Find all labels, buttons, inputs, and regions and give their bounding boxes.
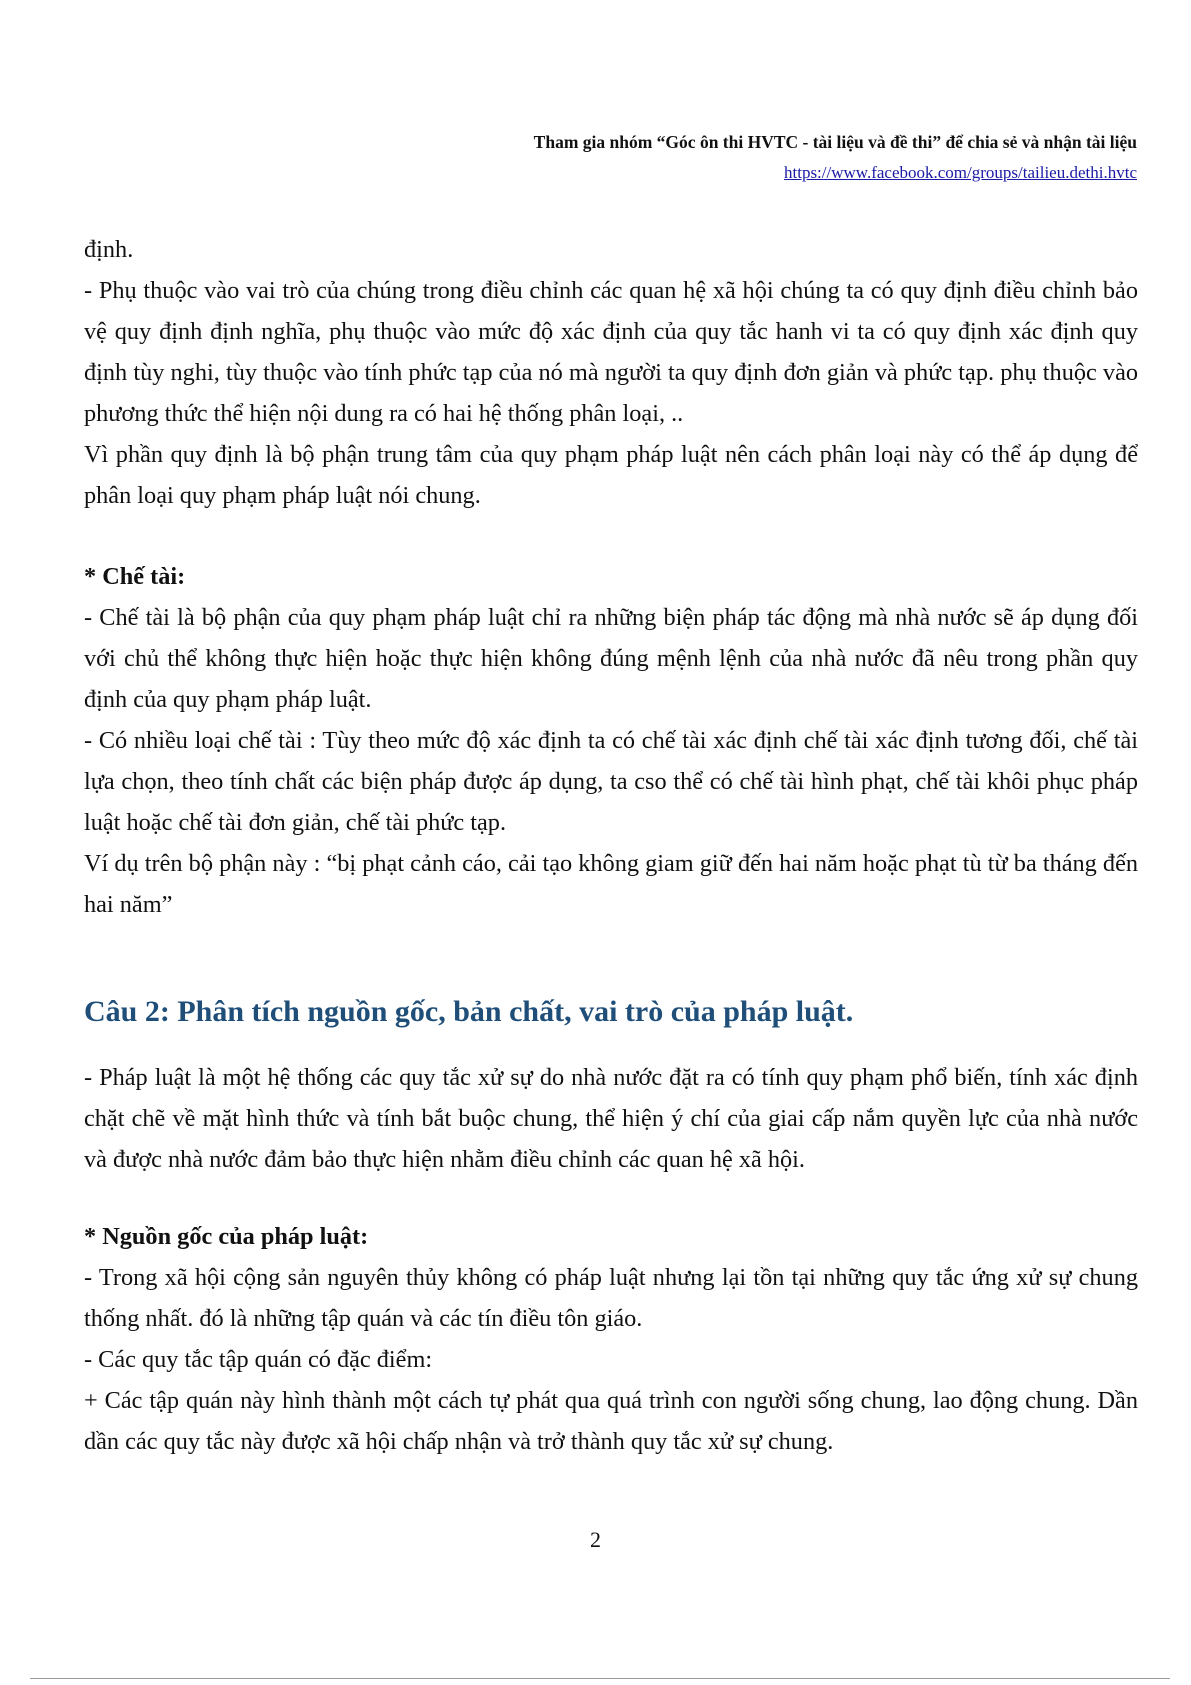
paragraph: - Các quy tắc tập quán có đặc điểm: [84,1346,433,1373]
header-group-note: Tham gia nhóm “Góc ôn thi HVTC - tài liệu và đề thi” để chia sẻ và nhận tài liệu [533,132,1137,152]
spacer [84,1037,1138,1057]
section-heading-cau-2: Câu 2: Phân tích nguồn gốc, bản chất, vai trò của pháp luật. [84,995,854,1028]
paragraph: - Pháp luật là một hệ thống các quy tắc xử sự do nhà nước đặt ra có tính quy phạm phổ biến, tính xác định chặt chẽ về mặt hình thức và tính bắt buộc chung, thể hiện ý chí của giai cấp nắm quyền lực của nhà nước và được nhà nước đảm bảo thực hiện nhằm điều chỉnh các quan hệ xã hội. [84,1064,1138,1173]
paragraph: Vì phần quy định là bộ phận trung tâm của quy phạm pháp luật nên cách phân loại này có thể áp dụng để phân loại quy phạm pháp luật nói chung. [84,441,1138,509]
subheading-che-tai: * Chế tài: [84,563,186,590]
paragraph: Ví dụ trên bộ phận này : “bị phạt cảnh cáo, cải tạo không giam giữ đến hai năm hoặc phạt tù từ ba tháng đến hai năm” [84,850,1138,918]
paragraph: + Các tập quán này hình thành một cách tự phát qua quá trình con người sống chung, lao động chung. Dần dần các quy tắc này được xã hội chấp nhận và trở thành quy tắc xử sự chung. [84,1387,1138,1455]
spacer [84,516,1138,556]
paragraph: định. [84,236,134,263]
spacer [84,1180,1138,1216]
page-header [534,130,1137,184]
paragraph: - Chế tài là bộ phận của quy phạm pháp luật chỉ ra những biện pháp tác động mà nhà nước sẽ áp dụng đối với chủ thể không thực hiện hoặc thực hiện không đúng mệnh lệnh của nhà nước đã nêu trong phần quy định của quy phạm pháp luật. [84,604,1138,713]
document-body [84,229,1138,1462]
paragraph: - Có nhiều loại chế tài : Tùy theo mức độ xác định ta có chế tài xác định chế tài xác định tương đối, chế tài lựa chọn, theo tính chất các biện pháp được áp dụng, ta cso thể có chế tài hình phạt, chế tài khôi phục pháp luật hoặc chế tài đơn giản, chế tài phức tạp. [84,727,1138,836]
header-group-link[interactable]: https://www.facebook.com/groups/tailieu.dethi.hvtc [784,163,1137,182]
spacer [84,925,1138,987]
paragraph: - Phụ thuộc vào vai trò của chúng trong điều chỉnh các quan hệ xã hội chúng ta có quy định điều chỉnh bảo vệ quy định định nghĩa, phụ thuộc vào mức độ xác định của quy tắc hanh vi ta có quy định xác định quy định tùy nghi, tùy thuộc vào tính phức tạp của nó mà người ta quy định đơn giản và phức tạp. phụ thuộc vào phương thức thể hiện nội dung ra có hai hệ thống phân loại, .. [84,277,1138,427]
paragraph: - Trong xã hội cộng sản nguyên thủy không có pháp luật nhưng lại tồn tại những quy tắc ứng xử sự chung thống nhất. đó là những tập quán và các tín điều tôn giáo. [84,1264,1138,1332]
page-bottom-divider [30,1678,1170,1679]
subheading-nguon-goc: * Nguồn gốc của pháp luật: [84,1223,369,1250]
page-number: 2 [590,1527,601,1552]
